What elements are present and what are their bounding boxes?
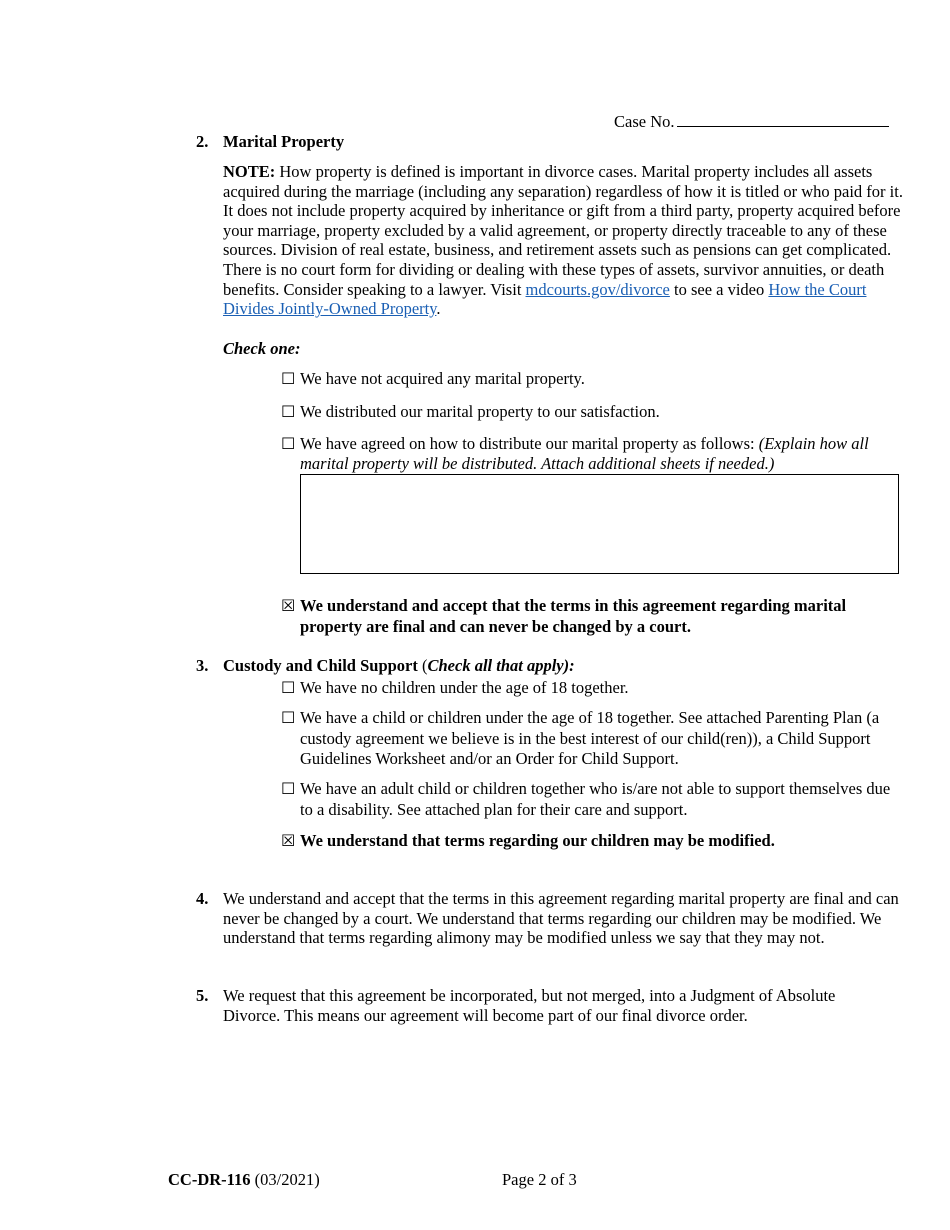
distribution-explanation-field[interactable] <box>300 474 899 574</box>
option-accept-final-terms[interactable] <box>281 595 896 637</box>
section-2-number: 2. <box>196 132 209 151</box>
option-distributed-property[interactable] <box>281 401 896 422</box>
checkbox-icon[interactable]: ☐ <box>281 708 296 727</box>
section-4-text: We understand and accept that the terms in this agreement regarding marital property are final and can never be changed by a court. We understand that terms regarding our children may be modified. We understand that terms regarding alimony may be modified unless we say that they may not. <box>223 889 899 948</box>
option-children-terms-modifiable[interactable] <box>281 830 896 851</box>
section-4-number: 4. <box>196 889 209 908</box>
note-end-text: . <box>436 299 441 319</box>
option-no-children[interactable] <box>281 677 896 698</box>
option-label: We have not acquired any marital property. <box>300 369 585 388</box>
option-label: We understand that terms regarding our children may be modified. <box>300 831 775 850</box>
check-one-label: Check one: <box>223 339 301 358</box>
form-identifier <box>168 1170 320 1190</box>
note-mid-text: to see a video <box>674 279 765 299</box>
option-minor-children[interactable] <box>281 708 906 770</box>
case-number <box>614 112 889 132</box>
case-number-label: Case No. <box>614 112 675 131</box>
option-agreed-distribution[interactable] <box>281 434 896 474</box>
note-text: How property is defined is important in divorce cases. Marital property includes all assets acquired during the marriage (including any separation) regardless of how it is titled or who paid for it. It does not include property acquired by inheritance or gift from a third party, property acquired before your marriage, property excluded by a valid agreement, or property directly traceable to any of these sources. Division of real estate, business, and retirement assets such as pensions can get complicated. There is no court form for dividing or dealing with these types of assets, survivor annuities, or death benefits. Consider speaking to a lawyer. Visit <box>223 162 903 299</box>
case-number-field[interactable] <box>677 112 889 127</box>
section-5-text: We request that this agreement be incorporated, but not merged, into a Judgment of Absolute Divorce. This means our agreement will become part of our final divorce order. <box>223 986 836 1025</box>
section-3-paren: ( <box>422 656 428 675</box>
note-label: NOTE: <box>223 162 276 181</box>
option-label <box>300 434 896 474</box>
section-3-title: Custody and Child Support <box>223 656 418 675</box>
option-hint: (Explain how all marital property will be distributed. Attach additional sheets if needed.) <box>300 434 869 473</box>
checkbox-icon[interactable]: ☐ <box>281 779 296 798</box>
form-id: CC-DR-116 <box>168 1170 251 1189</box>
section-3-heading <box>223 656 575 676</box>
section-2-title: Marital Property <box>223 132 345 151</box>
option-no-marital-property[interactable] <box>281 368 896 389</box>
section-5-number: 5. <box>196 986 209 1005</box>
checkbox-icon[interactable]: ☐ <box>281 434 296 453</box>
checked-checkbox-icon[interactable]: ☒ <box>281 596 296 615</box>
checkbox-icon[interactable]: ☐ <box>281 678 296 697</box>
option-label: We understand and accept that the terms in this agreement regarding marital property are final and can never be changed by a court. <box>300 596 847 636</box>
mdcourts-divorce-link[interactable]: mdcourts.gov/divorce <box>525 279 670 299</box>
option-label: We have an adult child or children together who is/are not able to support themselves due to a disability. See attached plan for their care and support. <box>300 779 891 819</box>
option-label: We have no children under the age of 18 together. <box>300 678 629 697</box>
option-text: We have agreed on how to distribute our marital property as follows: <box>300 434 755 453</box>
checkbox-icon[interactable]: ☐ <box>281 369 296 388</box>
jointly-owned-property-link[interactable]: How the Court Divides Jointly-Owned Property <box>223 279 867 319</box>
option-label: We have a child or children under the age of 18 together. See attached Parenting Plan (a custody agreement we believe is in the best interest of our child(ren)), a Child Support Guidelines Worksheet and/or an Order for Child Support. <box>300 708 880 768</box>
section-2-note <box>223 162 913 319</box>
page-number: Page 2 of 3 <box>502 1170 577 1189</box>
checkbox-icon[interactable]: ☐ <box>281 402 296 421</box>
form-date: (03/2021) <box>254 1170 320 1189</box>
section-3-subtitle: Check all that apply): <box>427 656 575 675</box>
checked-checkbox-icon[interactable]: ☒ <box>281 831 296 850</box>
section-3-number: 3. <box>196 656 209 675</box>
option-label: We distributed our marital property to our satisfaction. <box>300 402 660 421</box>
option-adult-disabled-child[interactable] <box>281 779 896 820</box>
